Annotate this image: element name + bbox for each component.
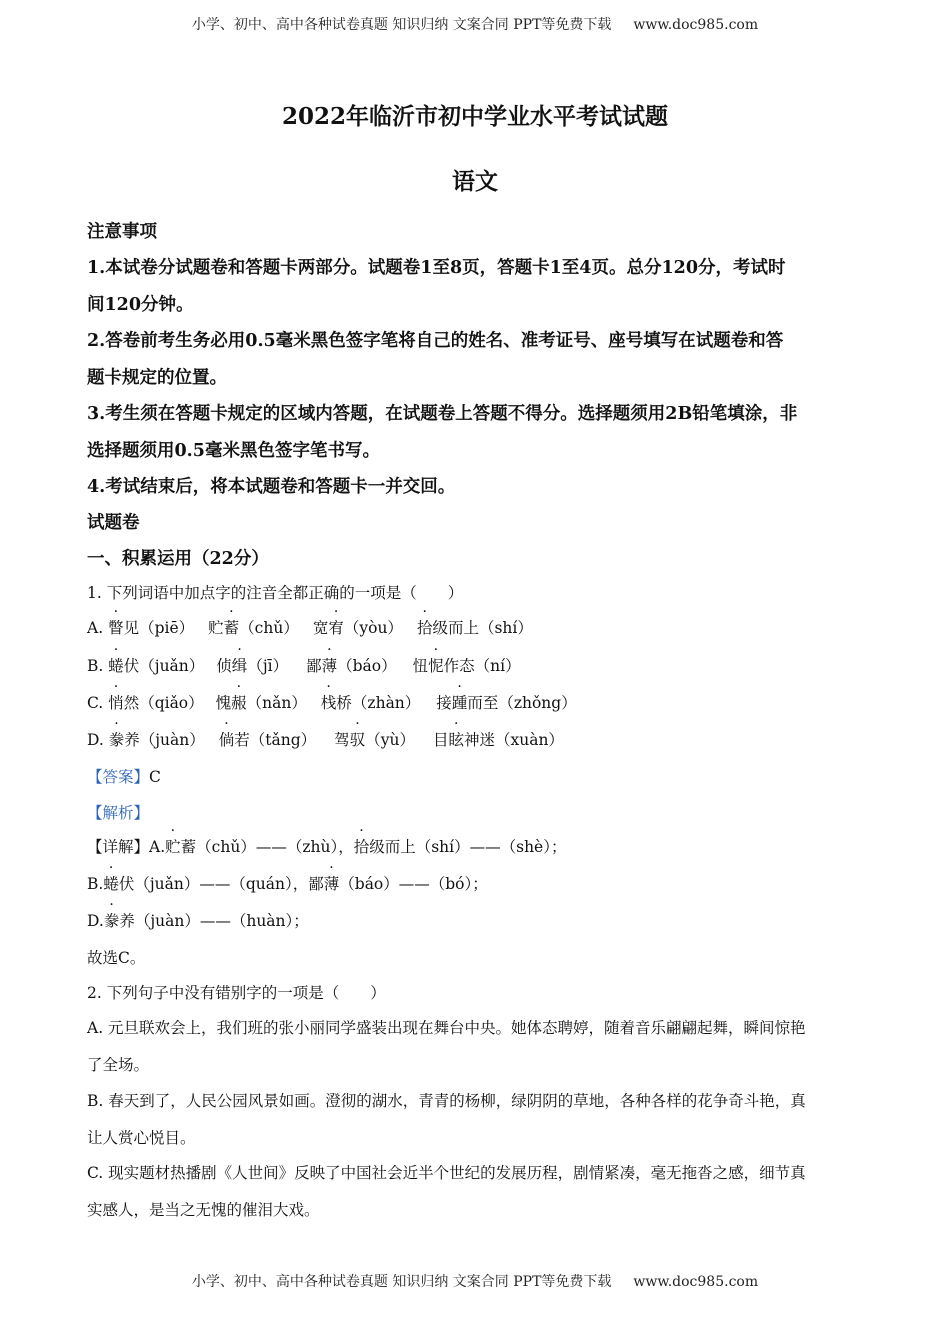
q2-option-a1: A. 元旦联欢会上，我们班的张小丽同学盛装出现在舞台中央。她体态聘婷，随着音乐翩翩起舞，瞬间惊艳 xyxy=(87,1019,806,1037)
q2-stem: 2. 下列句子中没有错别字的一项是（ ） xyxy=(87,984,386,1002)
footer-site: www.doc985.com xyxy=(633,1274,759,1290)
q2-option-b1: B. 春天到了，人民公园风景如画。澄彻的湖水，青青的杨柳，绿阴阴的草地，各种各样的花争奇斗艳，真 xyxy=(87,1092,806,1110)
notice-3a: 3.考生须在答题卡规定的区域内答题，在试题卷上答题不得分。选择题须用2B铅笔填涂，非 xyxy=(87,404,798,424)
q2-option-a2: 了全场。 xyxy=(87,1056,150,1074)
answer-label: 【答案】 xyxy=(87,768,150,786)
document-title: 2022年临沂市初中学业水平考试试题 xyxy=(281,103,668,130)
notice-3b: 选择题须用0.5毫米黑色签字笔书写。 xyxy=(87,441,380,461)
page-header xyxy=(0,14,950,34)
notice-heading: 注意事项 xyxy=(87,222,157,242)
q2-option-b2: 让人赏心悦目。 xyxy=(87,1129,196,1147)
notice-4: 4.考试结束后，将本试题卷和答题卡一并交回。 xyxy=(87,477,456,497)
subject-title: 语文 xyxy=(452,168,498,195)
q2-option-c2: 实感人，是当之无愧的催泪大戏。 xyxy=(87,1201,320,1219)
q1-answer xyxy=(87,765,867,787)
notice-2a: 2.答卷前考生务必用0.5毫米黑色签字笔将自己的姓名、准考证号、座号填写在试题卷和答 xyxy=(87,331,784,351)
notice-2b: 题卡规定的位置。 xyxy=(87,368,227,388)
section-heading: 一、积累运用（22分） xyxy=(87,549,269,569)
paper-label: 试题卷 xyxy=(87,513,140,533)
q1-stem: 1. 下列词语中加点字的注音全都正确的一项是（ ） xyxy=(87,584,464,602)
q1-conclusion: 故选C。 xyxy=(87,949,146,967)
q1-option-c: C. 悄然（qiǎo） 愧赧（nǎn） 栈桥（zhàn） 接踵而至（zhǒng） xyxy=(87,694,577,712)
header-text: 小学、初中、高中各种试卷真题 知识归纳 文案合同 PPT等免费下载 xyxy=(191,17,612,33)
q1-detail-2: B.蜷伏（juǎn）——（quán），鄙薄（báo）——（bó）； xyxy=(87,875,488,893)
footer-text: 小学、初中、高中各种试卷真题 知识归纳 文案合同 PPT等免费下载 xyxy=(191,1274,612,1290)
q2-option-c1: C. 现实题材热播剧《人世间》反映了中国社会近半个世纪的发展历程，剧情紧凑，毫无拖沓之感，细节真 xyxy=(87,1164,806,1182)
q1-option-b: B. 蜷伏（juǎn） 侦缉（jī） 鄙薄（báo） 忸怩作态（ní） xyxy=(87,657,521,675)
q1-option-d: D. 豢养（juàn） 倘若（tǎng） 驾驭（yù） 目眩神迷（xuàn） xyxy=(87,731,564,749)
answer-value: C xyxy=(149,768,161,786)
q1-detail-3: D.豢养（juàn）——（huàn）； xyxy=(87,912,309,930)
q1-detail-1: 【详解】A.贮蓄（chǔ）——（zhù），拾级而上（shí）——（shè）； xyxy=(87,838,567,856)
header-site: www.doc985.com xyxy=(633,17,759,33)
page-footer xyxy=(0,1271,950,1291)
notice-1b: 间120分钟。 xyxy=(87,295,194,315)
notice-1a: 1.本试卷分试题卷和答题卡两部分。试题卷1至8页，答题卡1至4页。总分120分，考试时 xyxy=(87,258,786,278)
q1-option-a: A. 瞥见（piē） 贮蓄（chǔ） 宽宥（yòu） 拾级而上（shí） xyxy=(87,619,533,637)
analysis-label: 【解析】 xyxy=(87,804,150,822)
